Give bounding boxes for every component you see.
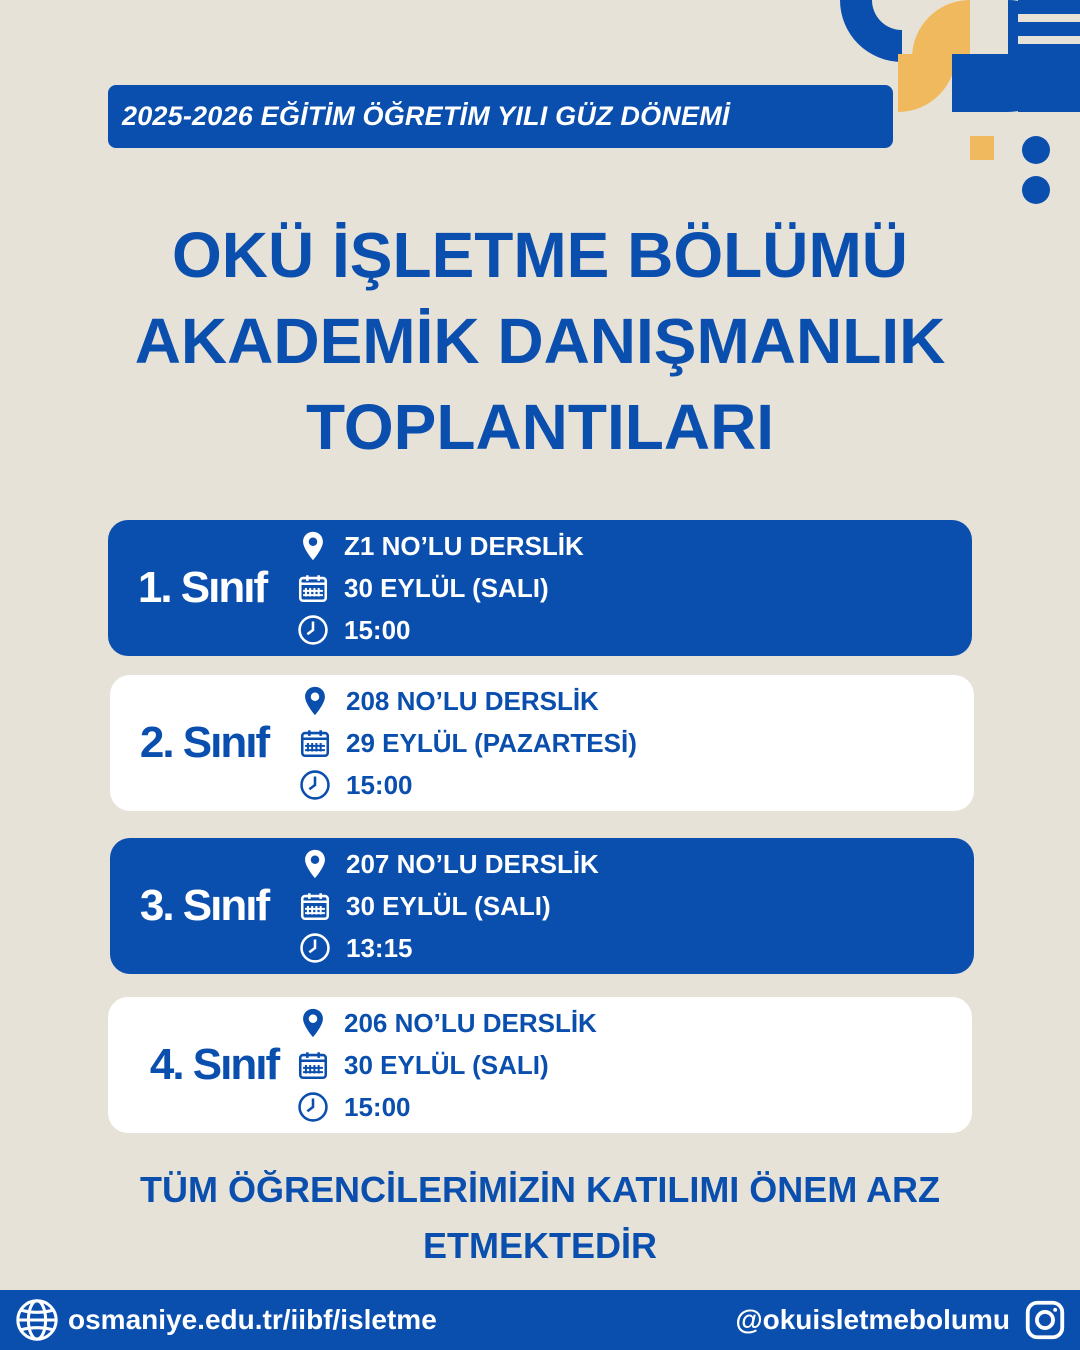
class-label: 1. Sınıf	[137, 563, 267, 612]
time-text: 15:00	[346, 769, 413, 800]
title-line-3: TOPLANTILARI	[305, 391, 775, 463]
title-line-2: AKADEMİK DANIŞMANLIK	[134, 305, 946, 377]
calendar-icon	[296, 1048, 330, 1082]
date-text: 29 EYLÜL (PAZARTESİ)	[346, 727, 637, 758]
location-text: 206 NO’LU DERSLİK	[344, 1007, 597, 1038]
clock-icon	[296, 613, 330, 647]
date-text: 30 EYLÜL (SALI)	[344, 1049, 549, 1080]
map-pin-icon	[298, 847, 332, 881]
date-text: 30 EYLÜL (SALI)	[344, 572, 549, 603]
class-label: 4. Sınıf	[149, 1040, 279, 1089]
class-label: 2. Sınıf	[139, 718, 269, 767]
clock-icon	[298, 768, 332, 802]
map-pin-icon	[296, 529, 330, 563]
class-card-1	[108, 520, 972, 656]
semester-banner	[108, 85, 893, 148]
calendar-icon	[298, 889, 332, 923]
instagram-icon	[1022, 1297, 1068, 1343]
class-label: 3. Sınıf	[139, 881, 269, 930]
semester-text: 2025-2026 EĞİTİM ÖĞRETİM YILI GÜZ DÖNEMİ	[122, 101, 730, 131]
map-pin-icon	[296, 1006, 330, 1040]
globe-icon	[14, 1297, 60, 1343]
class-card-4	[108, 997, 972, 1133]
class-card-3	[110, 838, 974, 974]
map-pin-icon	[298, 684, 332, 718]
calendar-icon	[298, 726, 332, 760]
participation-notice: TÜM ÖĞRENCİLERİMİZİN KATILIMI ÖNEM ARZ ETMEKTEDİR	[140, 1169, 940, 1266]
clock-icon	[298, 931, 332, 965]
time-text: 15:00	[344, 1091, 411, 1122]
title-line-1: OKÜ İŞLETME BÖLÜMÜ	[172, 219, 908, 291]
date-text: 30 EYLÜL (SALI)	[346, 890, 551, 921]
instagram-handle: @okuisletmebolumu	[735, 1304, 1010, 1335]
instagram-link[interactable]	[735, 1297, 1068, 1343]
calendar-icon	[296, 571, 330, 605]
page-title	[0, 212, 1080, 470]
clock-icon	[296, 1090, 330, 1124]
location-text: 208 NO’LU DERSLİK	[346, 685, 599, 716]
website-link[interactable]	[14, 1297, 437, 1343]
time-text: 13:15	[346, 932, 413, 963]
location-text: Z1 NO’LU DERSLİK	[344, 530, 584, 561]
time-text: 15:00	[344, 614, 411, 645]
location-text: 207 NO’LU DERSLİK	[346, 848, 599, 879]
website-text: osmaniye.edu.tr/iibf/isletme	[68, 1304, 437, 1335]
class-card-2	[110, 675, 974, 811]
footer	[0, 1290, 1080, 1350]
